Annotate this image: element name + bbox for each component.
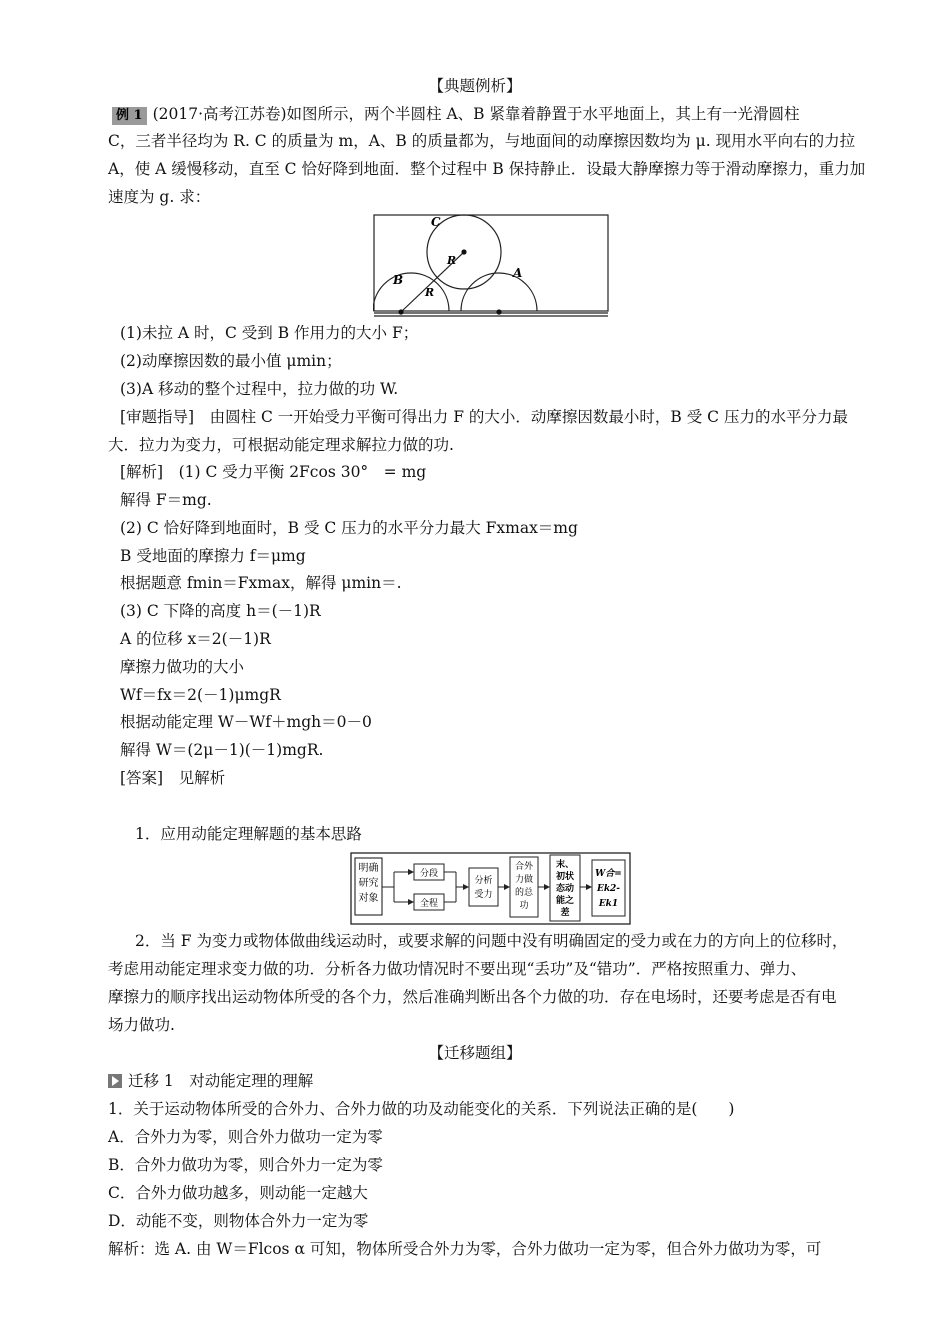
example-tag: 例 1	[112, 107, 147, 125]
flow-box1-l2: 研究	[358, 878, 379, 889]
section-title-examples: 【典题例析】	[428, 77, 522, 95]
label-a: A	[513, 266, 523, 280]
solution-line-1: [解析] (1) C 受力平衡 2Fcos 30° = mg	[120, 463, 427, 481]
flow-box1-l3: 对象	[358, 893, 379, 904]
label-r2: R	[425, 286, 435, 299]
label-b: B	[393, 273, 404, 287]
flow-box6-l2: Ek2-	[596, 884, 621, 894]
cylinder-figure	[373, 214, 609, 319]
option-d: D．动能不变，则物体合外力一定为零	[108, 1212, 369, 1230]
option-b: B．合外力做功为零，则合外力一定为零	[108, 1156, 383, 1174]
question-3: (3)A 移动的整个过程中，拉力做的功 W.	[120, 380, 399, 398]
point-1: 1．应用动能定理解题的基本思路	[135, 825, 362, 843]
flow-box2a: 分段	[419, 869, 439, 879]
flow-box5-l3: 态动	[555, 884, 575, 894]
flow-box3-l2: 受力	[474, 890, 493, 900]
point-2-line-3: 摩擦力的顺序找出运动物体所受的各个力，然后准确判断出各个力做的功．存在电场时，还要考虑是否有电	[108, 988, 837, 1006]
cylinder-a	[461, 273, 537, 311]
solution-line-7: A 的位移 x＝2(－1)R	[120, 630, 271, 648]
question-2: (2)动摩擦因数的最小值 μmin；	[120, 352, 342, 370]
point-2-line-4: 场力做功.	[108, 1016, 175, 1034]
flow-box2b: 全程	[419, 899, 439, 909]
play-icon	[108, 1074, 122, 1088]
solution-line-6: (3) C 下降的高度 h＝(－1)R	[120, 602, 321, 620]
flow-box5-l1: 末、	[555, 860, 575, 870]
example-text-1: (2017·高考江苏卷)如图所示，两个半圆柱 A、B 紧靠着静置于水平地面上，其上有一光滑圆柱	[152, 105, 800, 123]
flow-box4-l4: 功	[519, 901, 529, 911]
solution-line-3: (2) C 恰好降到地面时，B 受 C 压力的水平分力最大 Fxmax＝mg	[120, 519, 578, 537]
flow-box6-l1: W合=	[595, 869, 622, 879]
flow-box5-l5: 差	[560, 908, 570, 918]
transfer-question: 1．关于运动物体所受的合外力、合外力做的功及动能变化的关系．下列说法正确的是( )	[108, 1100, 735, 1118]
solution-line-10: 根据动能定理 W－Wf＋mgh＝0－0	[120, 713, 372, 731]
guide-line-2: 大．拉力为变力，可根据动能定理求解拉力做的功.	[108, 436, 454, 454]
solution-line-11: 解得 W＝(2μ－1)(－1)mgR.	[120, 741, 324, 759]
transfer-analysis: 解析：选 A. 由 W＝Flcos α 可知，物体所受合外力为零，合外力做功一定为零，但合外力做功为零，可	[108, 1240, 822, 1258]
solution-line-4: B 受地面的摩擦力 f＝μmg	[120, 547, 306, 565]
option-c: C．合外力做功越多，则动能一定越大	[108, 1184, 368, 1202]
flow-box5-l2: 初状	[555, 872, 575, 882]
example-line-2: C，三者半径均为 R. C 的质量为 m，A、B 的质量都为，与地面间的动摩擦因数均为 μ. 现用水平向右的力拉	[108, 132, 856, 150]
transfer-title: 迁移 1 对动能定理的理解	[128, 1072, 314, 1090]
point-2-line-2: 考虑用动能定理求变力做的功．分析各力做功情况时不要出现“丢功”及“错功”．严格按照重力、弹力、	[108, 960, 807, 978]
solution-line-2: 解得 F＝mg.	[120, 491, 212, 509]
example-line-3: A，使 A 缓慢移动，直至 C 恰好降到地面．整个过程中 B 保持静止．设最大静摩擦力等于滑动摩擦力，重力加	[108, 160, 866, 178]
example-line-4: 速度为 g. 求：	[108, 188, 211, 206]
flow-box4-l1: 合外	[514, 862, 534, 872]
guide-line-1: [审题指导] 由圆柱 C 一开始受力平衡可得出力 F 的大小．动摩擦因数最小时，B 受 C 压力的水平分力最	[120, 408, 848, 426]
flow-box5-l4: 能之	[555, 896, 575, 906]
flow-box1-l1: 明确	[358, 863, 379, 874]
flow-box6-l3: Ek1	[598, 899, 619, 909]
solution-line-5: 根据题意 fmin＝Fxmax，解得 μmin＝.	[120, 574, 402, 592]
section-title-transfer: 【迁移题组】	[428, 1044, 522, 1062]
label-r1: R	[447, 254, 457, 267]
option-a: A．合外力为零，则合外力做功一定为零	[108, 1128, 383, 1146]
transfer-title-line	[108, 1071, 875, 1091]
flow-box4-l3: 的总	[514, 888, 534, 898]
answer-line: [答案] 见解析	[120, 769, 226, 787]
flow-box3-l1: 分析	[474, 876, 493, 886]
label-c: C	[431, 215, 441, 229]
solution-line-8: 摩擦力做功的大小	[120, 658, 245, 676]
question-1: (1)未拉 A 时，C 受到 B 作用力的大小 F；	[120, 324, 419, 342]
solution-line-9: Wf＝fx＝2(－1)μmgR	[120, 686, 281, 704]
example-line-1	[112, 104, 875, 125]
point-2-line-1: 2．当 F 为变力或物体做曲线运动时，或要求解的问题中没有明确固定的受力或在力的方向上的位移时，	[135, 932, 848, 950]
flow-box4-l2: 力做	[514, 875, 534, 885]
flow-diagram	[350, 852, 631, 925]
